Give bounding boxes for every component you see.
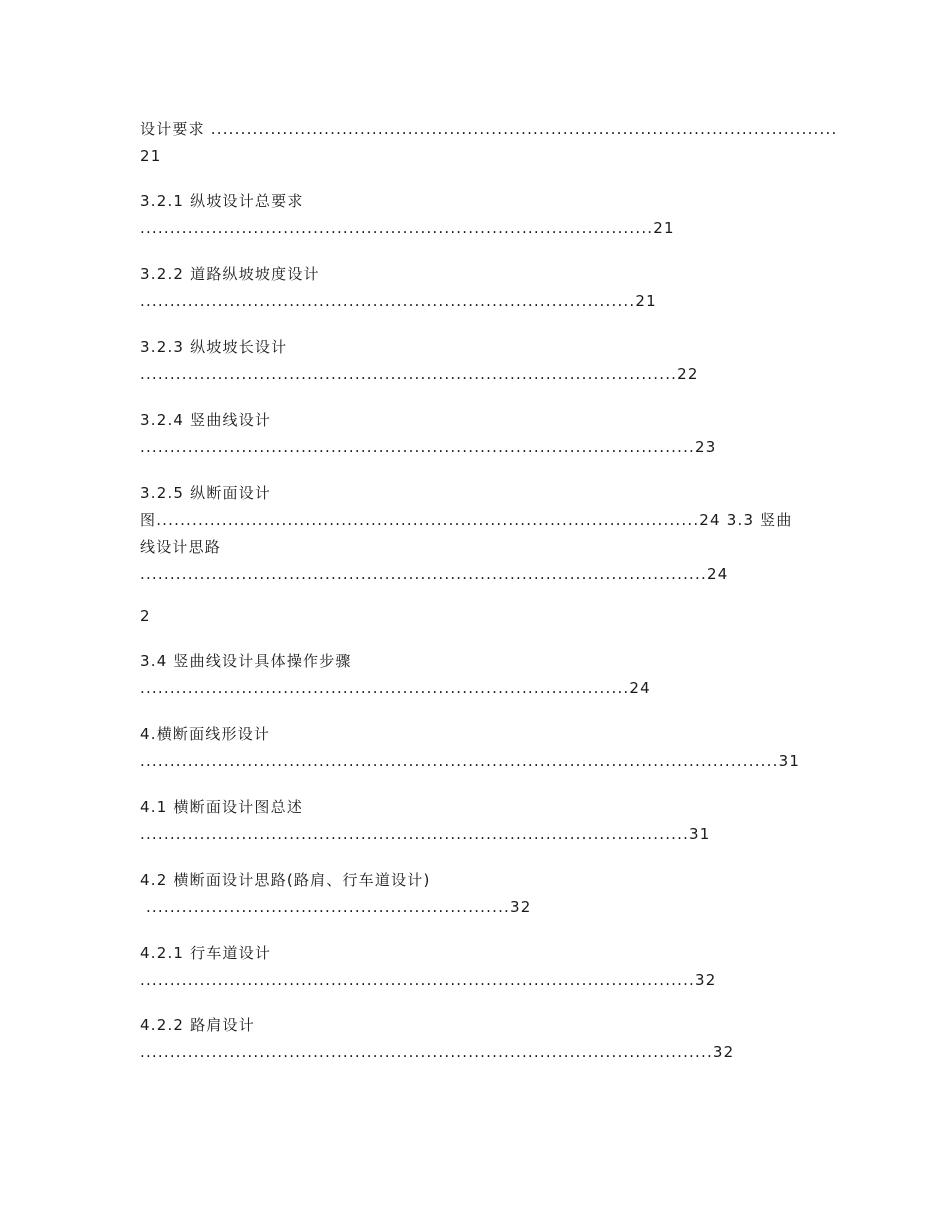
toc-leader-line: ............................................................................................31 — [140, 825, 711, 843]
toc-leader-line: .............................................................................................32 — [140, 971, 717, 989]
toc-entry-3-2-5: 3.2.5 纵断面设计 — [140, 484, 272, 502]
toc-entry-3-2-1: 3.2.1 纵坡设计总要求 — [140, 192, 304, 210]
toc-page-number: 21 — [140, 147, 162, 165]
toc-leader-line: ..........................................................................................22 — [140, 365, 699, 383]
toc-entry-3-2-2: 3.2.2 道路纵坡坡度设计 — [140, 265, 320, 283]
toc-leader-line: ..................................................................................24 — [140, 679, 651, 697]
toc-entry-4-2: 4.2 横断面设计思路(路肩、行车道设计) — [140, 871, 431, 889]
toc-entry-3-2-3: 3.2.3 纵坡坡长设计 — [140, 338, 288, 356]
toc-entry-4: 4.横断面线形设计 — [140, 725, 271, 743]
toc-entry-4-1: 4.1 横断面设计图总述 — [140, 798, 304, 816]
toc-leader-line: .............................................................32 — [140, 898, 532, 916]
toc-entry-4-2-1: 4.2.1 行车道设计 — [140, 944, 272, 962]
toc-entry-4-2-2: 4.2.2 路肩设计 — [140, 1016, 255, 1034]
toc-leader-line: ................................................................................................32 — [140, 1043, 735, 1061]
toc-entry-design-requirements: 设计要求 ......................................................................................................... — [140, 120, 838, 138]
toc-entry-3-2-4: 3.2.4 竖曲线设计 — [140, 411, 272, 429]
toc-leader-line: .............................................................................................23 — [140, 438, 717, 456]
toc-leader-line: ...............................................................................................24 — [140, 565, 729, 583]
toc-leader-line: ...................................................................................21 — [140, 292, 657, 310]
toc-leader-line: ...........................................................................................................31 — [140, 752, 801, 770]
page-number-marker: 2 — [140, 607, 151, 625]
toc-leader-line: 图...........................................................................................24 3.3 竖曲 — [140, 511, 793, 529]
toc-entry-3-4: 3.4 竖曲线设计具体操作步骤 — [140, 652, 352, 670]
toc-leader-line: ......................................................................................21 — [140, 219, 675, 237]
toc-entry-3-3-continued: 线设计思路 — [140, 538, 222, 556]
